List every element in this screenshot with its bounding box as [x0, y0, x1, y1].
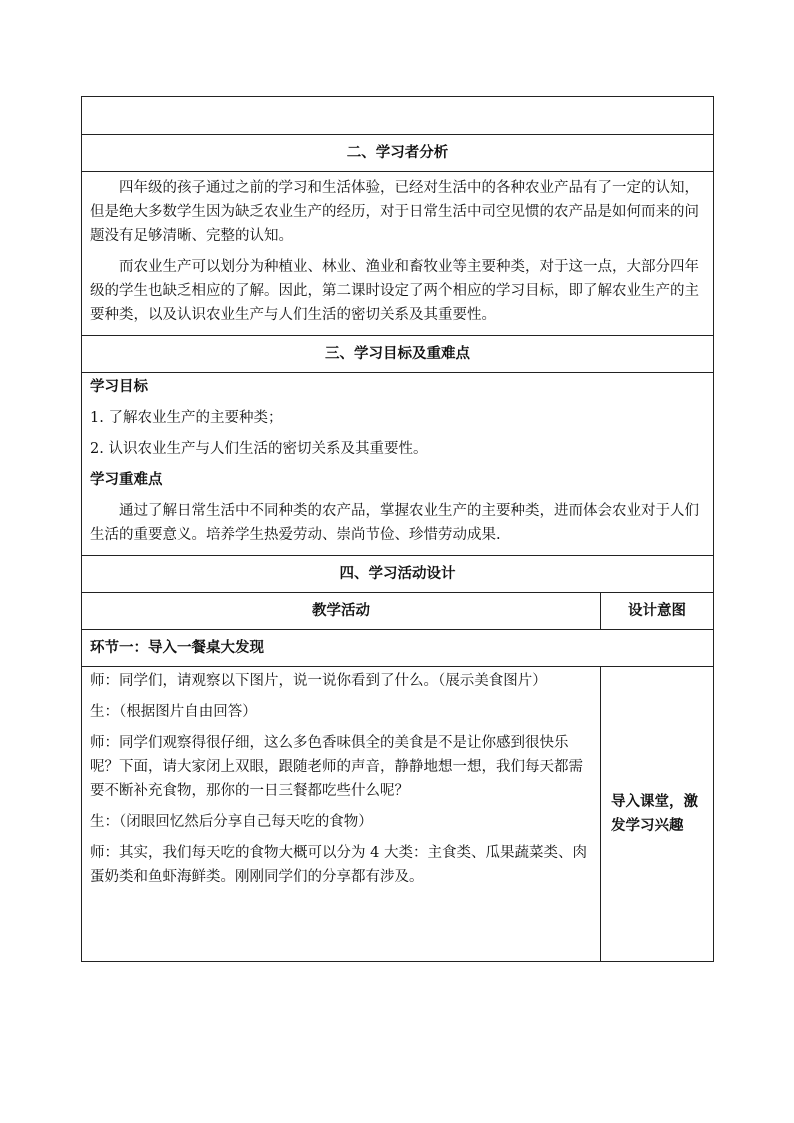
stage-1-title: 环节一：导入一餐桌大发现 — [82, 630, 714, 667]
learner-paragraph-1: 四年级的孩子通过之前的学习和生活体验，已经对生活中的各种农业产品有了一定的认知，但是绝大多数学生因为缺乏农业生产的经历，对于日常生活中司空见惯的农产品是如何而来的问题没有足够清晰、完整的认知。 — [90, 180, 699, 244]
dialog-line: 师：其实，我们每天吃的食物大概可以分为 4 大类：主食类、瓜果蔬菜类、肉蛋奶类和鱼虾海鲜类。刚刚同学们的分享都有涉及。 — [90, 845, 587, 885]
stage-1-activity-cell — [82, 667, 601, 962]
dialog-line: 师：同学们，请观察以下图片，说一说你看到了什么。（展示美食图片） — [90, 673, 547, 689]
column-header-activity: 教学活动 — [82, 593, 601, 630]
key-points-heading: 学习重难点 — [90, 471, 163, 488]
column-header-intent: 设计意图 — [601, 593, 714, 630]
stage-1-intent-cell: 导入课堂，激发学习兴趣 — [601, 667, 714, 962]
document-page — [81, 96, 713, 962]
section-title-goals: 三、学习目标及重难点 — [82, 336, 714, 373]
key-points-paragraph: 通过了解日常生活中不同种类的农产品，掌握农业生产的主要种类，进而体会农业对于人们生活的重要意义。培养学生热爱劳动、崇尚节俭、珍惜劳动成果. — [90, 503, 699, 543]
learner-analysis-cell — [82, 172, 714, 336]
section-title-learner: 二、学习者分析 — [82, 135, 714, 172]
goal-item-1: 1. 了解农业生产的主要种类； — [90, 410, 283, 426]
learner-paragraph-2: 而农业生产可以划分为种植业、林业、渔业和畜牧业等主要种类，对于这一点，大部分四年级的学生也缺乏相应的了解。因此，第二课时设定了两个相应的学习目标，即了解农业生产的主要种类，以及认识农业生产与人们生活的密切关系及其重要性。 — [90, 259, 699, 323]
dialog-line: 生：（根据图片自由回答） — [90, 704, 257, 720]
section-title-activity: 四、学习活动设计 — [82, 556, 714, 593]
dialog-line: 师：同学们观察得很仔细，这么多色香味俱全的美食是不是让你感到很快乐呢？下面，请大家闭上双眼，跟随老师的声音，静静地想一想，我们每天都需要不断补充食物，那你的一日三餐都吃些什么呢？ — [90, 735, 583, 799]
dialog-line: 生：（闭眼回忆然后分享自己每天吃的食物） — [90, 814, 373, 830]
lesson-plan-table — [81, 96, 714, 962]
goal-item-2: 2. 认识农业生产与人们生活的密切关系及其重要性。 — [90, 441, 428, 457]
goals-heading: 学习目标 — [90, 378, 148, 395]
empty-row — [82, 97, 714, 135]
goals-cell — [82, 373, 714, 556]
